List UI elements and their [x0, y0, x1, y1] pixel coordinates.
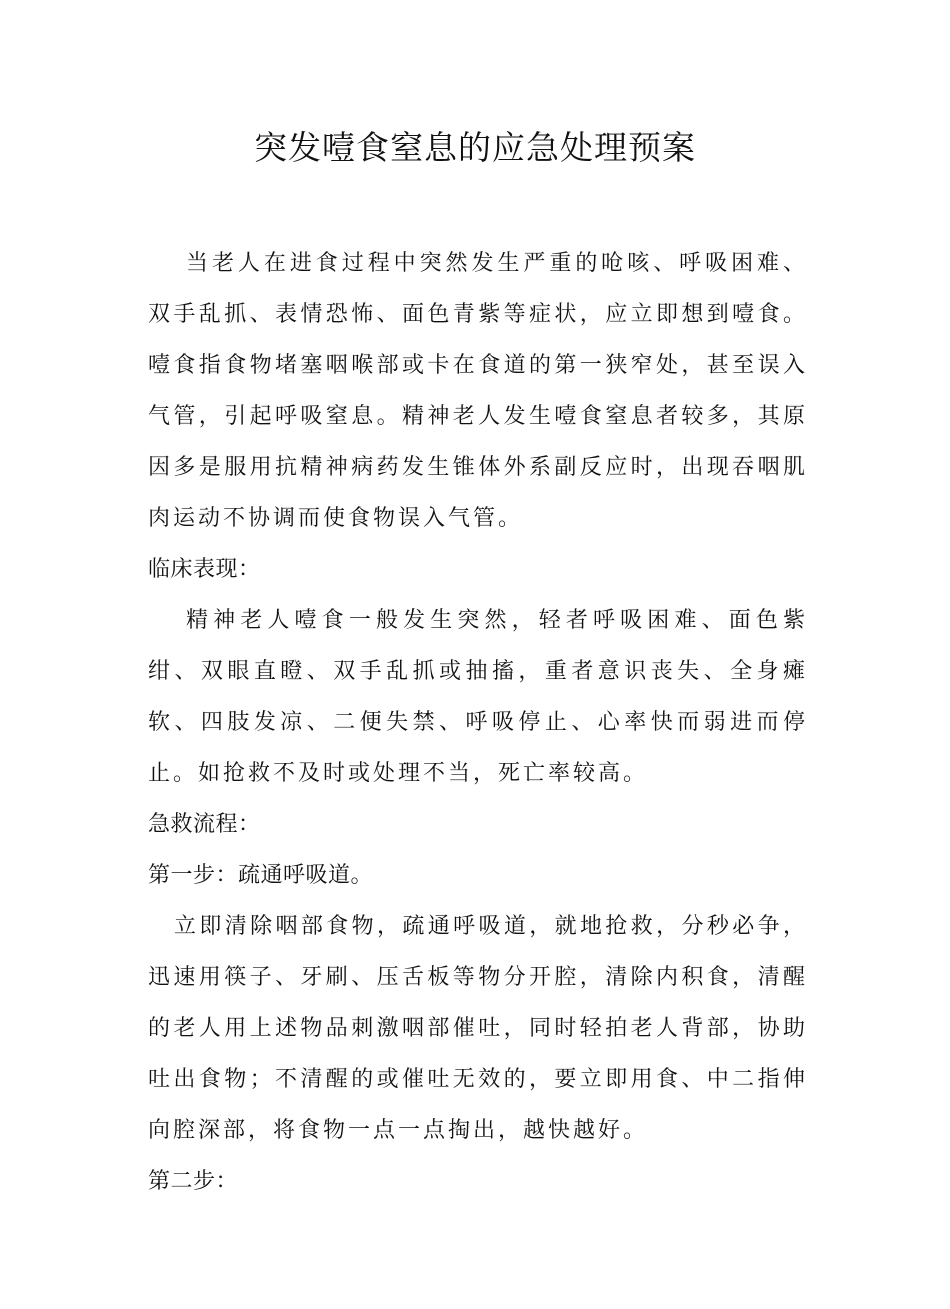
step2-heading: 第二步：: [148, 1169, 239, 1194]
document-body: [148, 238, 808, 1207]
step1-paragraph: 立即清除咽部食物，疏通呼吸道，就地抢救，分秒必争，迅速用筷子、牙刷、压舌板等物分开腔，清除内积食，清醒的老人用上述物品刺激咽部催吐，同时轻拍老人背部，协助吐出食物；不清醒的或催吐无效的，要立即用食、中二指伸向腔深部，将食物一点一点掏出，越快越好。: [148, 914, 808, 1143]
document-title: 突发噎食窒息的应急处理预案: [254, 128, 696, 167]
step1-heading: 第一步：疏通呼吸道。: [148, 863, 374, 888]
clinical-paragraph: 精神老人噎食一般发生突然，轻者呼吸困难、面色紫绀、双眼直瞪、双手乱抓或抽搐，重者意识丧失、全身瘫软、四肢发凉、二便失禁、呼吸停止、心率快而弱进而停止。如抢救不及时或处理不当，死亡率较高。: [148, 608, 808, 786]
clinical-heading: 临床表现：: [148, 557, 261, 582]
intro-paragraph: 当老人在进食过程中突然发生严重的呛咳、呼吸困难、双手乱抓、表情恐怖、面色青紫等症状，应立即想到噎食。噎食指食物堵塞咽喉部或卡在食道的第一狭窄处，甚至误入气管，引起呼吸窒息。精神老人发生噎食窒息者较多，其原因多是服用抗精神病药发生锥体外系副反应时，出现吞咽肌肉运动不协调而使食物误入气管。: [148, 251, 808, 531]
procedure-heading: 急救流程：: [148, 812, 261, 837]
